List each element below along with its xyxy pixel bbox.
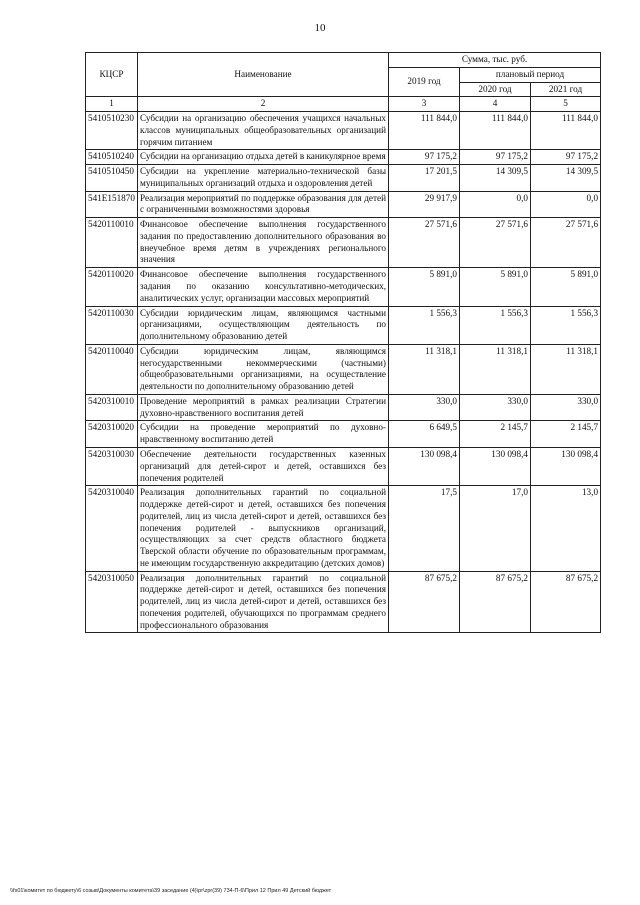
row-sum-2019: 27 571,6 bbox=[389, 218, 460, 268]
table-row bbox=[86, 421, 601, 448]
row-name: Финансовое обеспечение выполнения государственного задания по оказанию консультативно-методических, аналитических услуг, организации массовых мероприятий bbox=[138, 268, 389, 306]
header-name: Наименование bbox=[138, 53, 389, 97]
row-name: Реализация мероприятий по поддержке образования для детей с ограниченными возможностями здоровья bbox=[138, 191, 389, 218]
header-year-2020: 2020 год bbox=[460, 82, 531, 97]
row-code: 5420110030 bbox=[86, 306, 138, 344]
header-planned-period: плановый период bbox=[460, 67, 601, 82]
row-sum-2021: 97 175,2 bbox=[531, 150, 601, 165]
row-sum-2020: 1 556,3 bbox=[460, 306, 531, 344]
page-number: 10 bbox=[314, 22, 326, 34]
row-code: 5410510230 bbox=[86, 112, 138, 150]
table-row bbox=[86, 191, 601, 218]
table-row bbox=[86, 218, 601, 268]
row-sum-2019: 97 175,2 bbox=[389, 150, 460, 165]
column-number: 5 bbox=[531, 97, 601, 112]
row-name: Обеспечение деятельности государственных казенных организаций для детей-сирот и детей, оставшихся без попечения родителей bbox=[138, 447, 389, 485]
row-sum-2020: 330,0 bbox=[460, 394, 531, 421]
table-row bbox=[86, 571, 601, 633]
row-code: 5410510240 bbox=[86, 150, 138, 165]
budget-table bbox=[85, 52, 601, 633]
row-name: Субсидии юридическим лицам, являющимся негосударственными некоммерческими (частными) общеобразовательными организациями, на осуществление деятельности по дополнительному образованию детей bbox=[138, 344, 389, 394]
row-sum-2020: 17,0 bbox=[460, 486, 531, 571]
row-code: 5420310050 bbox=[86, 571, 138, 633]
row-code: 5420110020 bbox=[86, 268, 138, 306]
row-sum-2019: 130 098,4 bbox=[389, 447, 460, 485]
row-sum-2020: 11 318,1 bbox=[460, 344, 531, 394]
row-sum-2020: 5 891,0 bbox=[460, 268, 531, 306]
row-sum-2021: 27 571,6 bbox=[531, 218, 601, 268]
row-code: 5420310020 bbox=[86, 421, 138, 448]
row-code: 5420310040 bbox=[86, 486, 138, 571]
header-year-2021: 2021 год bbox=[531, 82, 601, 97]
row-sum-2021: 2 145,7 bbox=[531, 421, 601, 448]
row-sum-2020: 111 844,0 bbox=[460, 112, 531, 150]
table-row bbox=[86, 165, 601, 192]
table-row bbox=[86, 150, 601, 165]
header-code: КЦСР bbox=[86, 53, 138, 97]
table-row bbox=[86, 268, 601, 306]
row-sum-2021: 130 098,4 bbox=[531, 447, 601, 485]
table-body bbox=[86, 112, 601, 633]
row-name: Субсидии на организацию отдыха детей в каникулярное время bbox=[138, 150, 389, 165]
row-code: 5420110040 bbox=[86, 344, 138, 394]
table-row bbox=[86, 306, 601, 344]
row-sum-2019: 17 201,5 bbox=[389, 165, 460, 192]
row-name: Реализация дополнительных гарантий по социальной поддержке детей-сирот и детей, оставшихся без попечения родителей, лиц из числа детей-сирот и детей, оставшихся без попечения родителей - выпускников организаций, осуществляющих за счет средств областного бюджета Тверской области обучение по образовательным программам, не имеющим государственную аккредитацию (детских домов) bbox=[138, 486, 389, 571]
table-row bbox=[86, 112, 601, 150]
row-name: Проведение мероприятий в рамках реализации Стратегии духовно-нравственного воспитания детей bbox=[138, 394, 389, 421]
row-sum-2019: 1 556,3 bbox=[389, 306, 460, 344]
header-sum: Сумма, тыс. руб. bbox=[389, 53, 601, 68]
row-sum-2021: 0,0 bbox=[531, 191, 601, 218]
row-sum-2019: 11 318,1 bbox=[389, 344, 460, 394]
row-sum-2020: 2 145,7 bbox=[460, 421, 531, 448]
row-sum-2021: 5 891,0 bbox=[531, 268, 601, 306]
file-path-footer: \\fs01\комитет по бюджету\6 созыв\Документы комитета\39 заседание (4)\pr\zpr(39) 734-П-6\Прил 12 Прил 49 Детский бюджет bbox=[10, 888, 332, 894]
row-sum-2020: 0,0 bbox=[460, 191, 531, 218]
header-year-2019: 2019 год bbox=[389, 67, 460, 97]
row-code: 5420310010 bbox=[86, 394, 138, 421]
row-sum-2020: 130 098,4 bbox=[460, 447, 531, 485]
row-name: Субсидии на организацию обеспечения учащихся начальных классов муниципальных общеобразовательных организаций горячим питанием bbox=[138, 112, 389, 150]
row-sum-2019: 5 891,0 bbox=[389, 268, 460, 306]
row-sum-2019: 29 917,9 bbox=[389, 191, 460, 218]
row-code: 541E151870 bbox=[86, 191, 138, 218]
row-sum-2019: 17,5 bbox=[389, 486, 460, 571]
row-sum-2021: 13,0 bbox=[531, 486, 601, 571]
table-row bbox=[86, 447, 601, 485]
row-name: Финансовое обеспечение выполнения государственного задания по предоставлению дополнительного образования во внеучебное время детям в учреждениях регионального значения bbox=[138, 218, 389, 268]
row-sum-2021: 87 675,2 bbox=[531, 571, 601, 633]
row-sum-2021: 1 556,3 bbox=[531, 306, 601, 344]
column-number: 2 bbox=[138, 97, 389, 112]
column-number-row bbox=[86, 97, 601, 112]
row-name: Субсидии юридическим лицам, являющимся частными организациями, осуществляющим деятельность по дополнительному образованию детей bbox=[138, 306, 389, 344]
row-name: Субсидии на проведение мероприятий по духовно-нравственному воспитанию детей bbox=[138, 421, 389, 448]
row-sum-2019: 111 844,0 bbox=[389, 112, 460, 150]
row-sum-2021: 11 318,1 bbox=[531, 344, 601, 394]
row-sum-2020: 14 309,5 bbox=[460, 165, 531, 192]
row-sum-2020: 27 571,6 bbox=[460, 218, 531, 268]
row-sum-2020: 87 675,2 bbox=[460, 571, 531, 633]
row-code: 5420310030 bbox=[86, 447, 138, 485]
row-sum-2020: 97 175,2 bbox=[460, 150, 531, 165]
column-number: 3 bbox=[389, 97, 460, 112]
column-number: 1 bbox=[86, 97, 138, 112]
row-sum-2021: 111 844,0 bbox=[531, 112, 601, 150]
column-number: 4 bbox=[460, 97, 531, 112]
row-code: 5410510450 bbox=[86, 165, 138, 192]
row-name: Субсидии на укрепление материально-технической базы муниципальных организаций отдыха и оздоровления детей bbox=[138, 165, 389, 192]
row-code: 5420110010 bbox=[86, 218, 138, 268]
table-row bbox=[86, 486, 601, 571]
table-row bbox=[86, 394, 601, 421]
table-row bbox=[86, 344, 601, 394]
row-sum-2019: 6 649,5 bbox=[389, 421, 460, 448]
row-sum-2021: 330,0 bbox=[531, 394, 601, 421]
row-sum-2021: 14 309,5 bbox=[531, 165, 601, 192]
row-sum-2019: 330,0 bbox=[389, 394, 460, 421]
row-name: Реализация дополнительных гарантий по социальной поддержке детей-сирот и детей, оставшихся без попечения родителей, лиц из числа детей-сирот и детей, оставшихся без попечения родителей, обучающихся по программам среднего профессионального образования bbox=[138, 571, 389, 633]
row-sum-2019: 87 675,2 bbox=[389, 571, 460, 633]
